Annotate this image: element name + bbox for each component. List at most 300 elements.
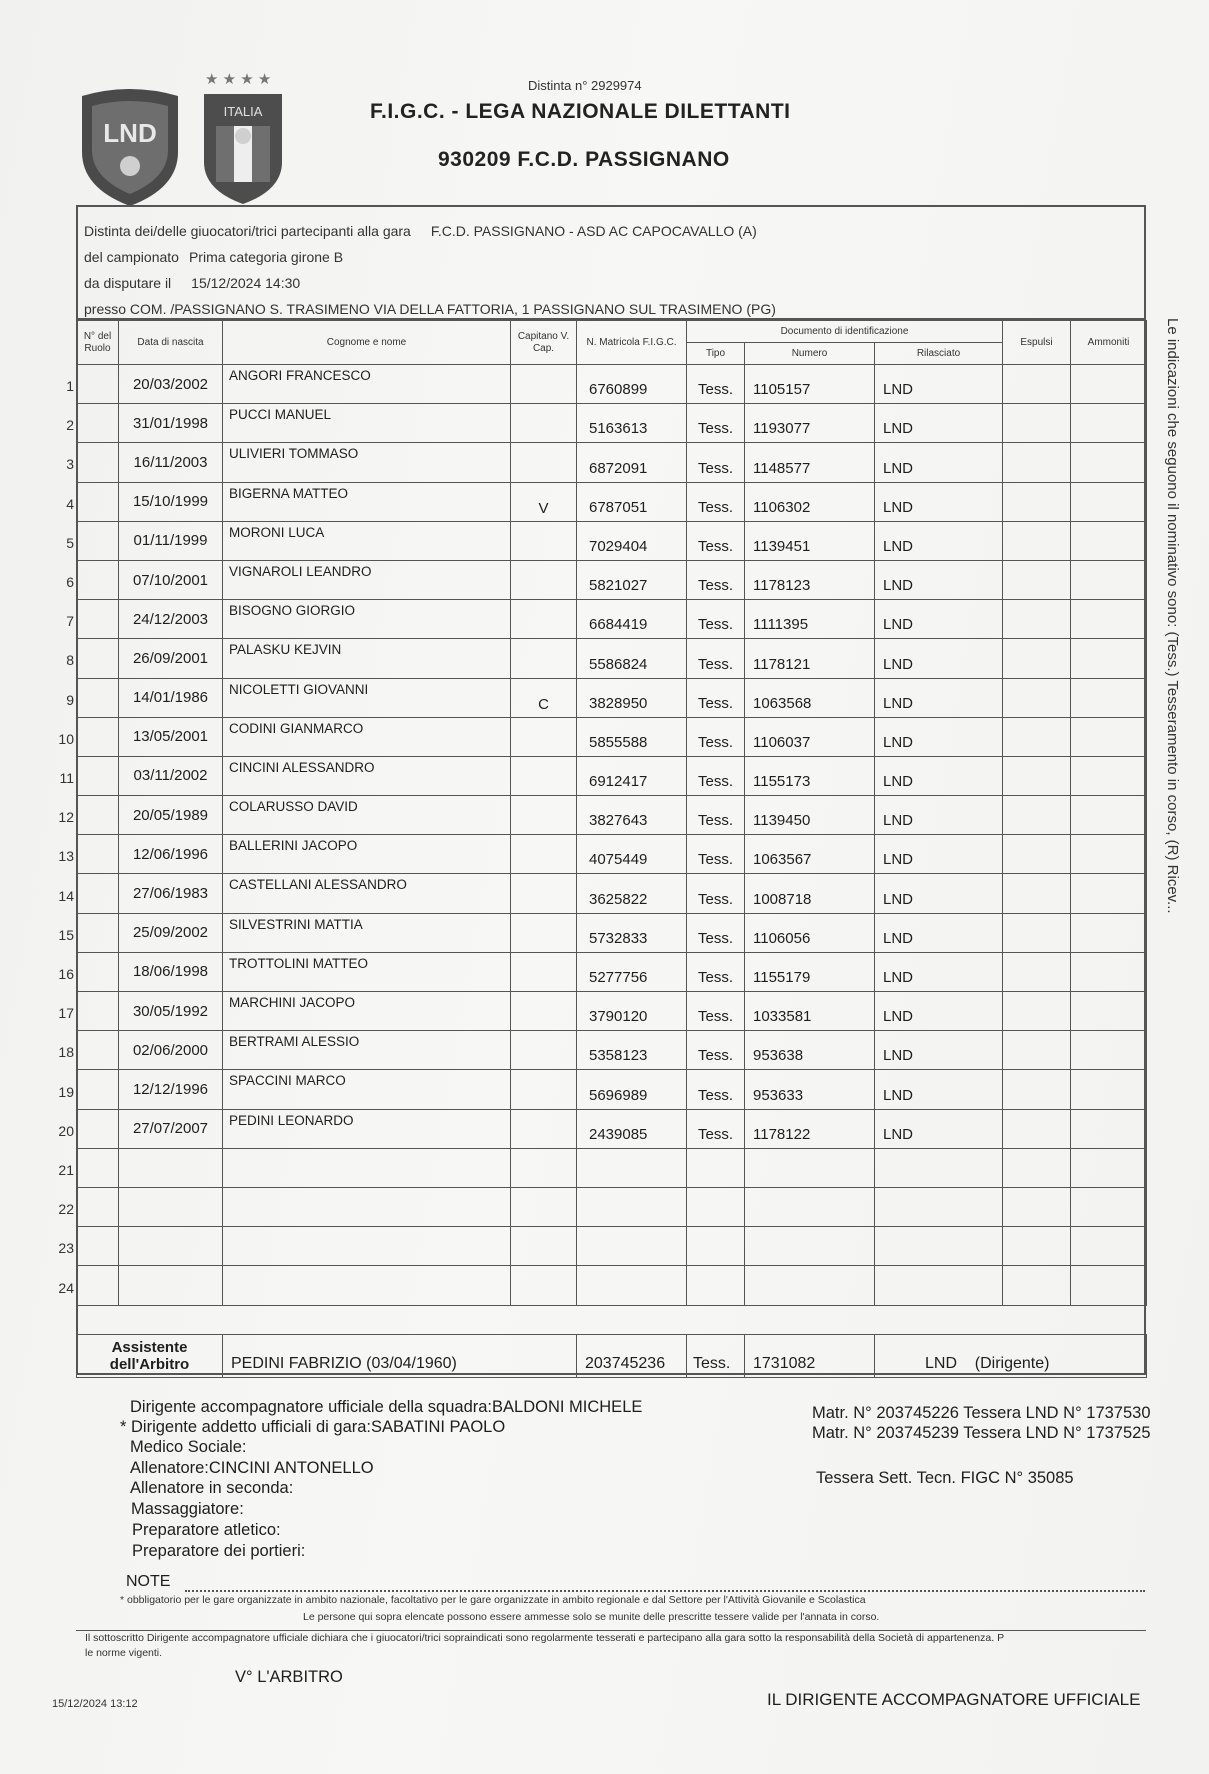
rilasciato-cell: LND bbox=[875, 678, 1003, 717]
table-row bbox=[77, 639, 1147, 678]
name-cell: SPACCINI MARCO bbox=[223, 1070, 511, 1109]
dob-cell: 15/10/1999 bbox=[119, 482, 223, 521]
captain-cell bbox=[511, 952, 577, 991]
table-row bbox=[77, 521, 1147, 560]
date-label: da disputare il bbox=[84, 275, 172, 291]
col-tipo: Tipo bbox=[687, 343, 745, 365]
name-cell: BISOGNO GIORGIO bbox=[223, 600, 511, 639]
name-cell bbox=[223, 1227, 511, 1266]
numero-cell: 1178122 bbox=[745, 1109, 875, 1148]
tipo-cell: Tess. bbox=[687, 913, 745, 952]
name-cell bbox=[223, 1266, 511, 1305]
table-row bbox=[77, 952, 1147, 991]
dob-cell: 25/09/2002 bbox=[119, 913, 223, 952]
matricola-cell: 6684419 bbox=[577, 600, 687, 639]
matricola-cell: 7029404 bbox=[577, 521, 687, 560]
ammoniti-cell bbox=[1071, 1266, 1147, 1305]
matricola-cell: 5358123 bbox=[577, 1031, 687, 1070]
svg-text:LND: LND bbox=[103, 118, 157, 148]
captain-cell bbox=[511, 992, 577, 1031]
rilasciato-cell: LND bbox=[875, 717, 1003, 756]
dob-cell: 14/01/1986 bbox=[119, 678, 223, 717]
ruolo-cell bbox=[77, 717, 119, 756]
obbligatorio-note: * obbligatorio per le gare organizzate in ambito nazionale, facoltativo per le gare organizzate in ambito regionale e dal Settore per l'Attività Giovanile e Scolastica bbox=[120, 1594, 866, 1606]
dob-cell: 27/07/2007 bbox=[119, 1109, 223, 1148]
dirigente-accompagnatore: Dirigente accompagnatore ufficiale della squadra:BALDONI MICHELE bbox=[130, 1398, 643, 1416]
espulsi-cell bbox=[1003, 835, 1071, 874]
ruolo-cell bbox=[77, 756, 119, 795]
row-number: 5 bbox=[66, 534, 74, 551]
numero-cell bbox=[745, 1187, 875, 1226]
row-number: 18 bbox=[58, 1044, 74, 1061]
captain-cell bbox=[511, 796, 577, 835]
table-row bbox=[77, 443, 1147, 482]
espulsi-cell bbox=[1003, 521, 1071, 560]
matricola-cell: 3827643 bbox=[577, 796, 687, 835]
ammoniti-cell bbox=[1071, 600, 1147, 639]
col-document: Documento di identificazione bbox=[687, 321, 1003, 343]
row-number: 1 bbox=[66, 378, 74, 394]
col-matricola: N. Matricola F.I.G.C. bbox=[577, 321, 687, 365]
venue-value: COM. /PASSIGNANO S. TRASIMENO VIA DELLA FATTORIA, 1 PASSIGNANO SUL TRASIMENO (PG) bbox=[129, 301, 776, 317]
espulsi-cell bbox=[1003, 1266, 1071, 1305]
numero-cell: 1106056 bbox=[745, 913, 875, 952]
tipo-cell: Tess. bbox=[687, 521, 745, 560]
ruolo-cell bbox=[77, 678, 119, 717]
ammoniti-cell bbox=[1071, 756, 1147, 795]
name-cell: NICOLETTI GIOVANNI bbox=[223, 678, 511, 717]
matricola-cell: 5696989 bbox=[577, 1070, 687, 1109]
numero-cell: 1178123 bbox=[745, 560, 875, 599]
ruolo-cell bbox=[77, 521, 119, 560]
espulsi-cell bbox=[1003, 443, 1071, 482]
matricola-cell bbox=[577, 1148, 687, 1187]
ammoniti-cell bbox=[1071, 404, 1147, 443]
table-row bbox=[77, 1187, 1147, 1226]
rilasciato-cell: LND bbox=[875, 639, 1003, 678]
matricola-cell bbox=[577, 1227, 687, 1266]
captain-cell bbox=[511, 1187, 577, 1226]
table-row bbox=[77, 560, 1147, 599]
row-number: 14 bbox=[58, 887, 74, 904]
logo-stars: ★ ★ ★ ★ bbox=[205, 71, 272, 88]
espulsi-cell bbox=[1003, 796, 1071, 835]
dob-cell: 20/05/1989 bbox=[119, 796, 223, 835]
tipo-cell: Tess. bbox=[687, 404, 745, 443]
matricola-cell: 6912417 bbox=[577, 756, 687, 795]
numero-cell: 1193077 bbox=[745, 404, 875, 443]
numero-cell: 1155179 bbox=[745, 952, 875, 991]
row-number: 19 bbox=[58, 1083, 74, 1100]
rilasciato-cell: LND bbox=[875, 365, 1003, 404]
row-number: 6 bbox=[66, 574, 74, 590]
players-table bbox=[76, 320, 1147, 1306]
captain-cell bbox=[511, 639, 577, 678]
col-name: Cognome e nome bbox=[223, 321, 511, 365]
table-row bbox=[77, 756, 1147, 795]
rilasciato-cell: LND bbox=[875, 521, 1003, 560]
rilasciato-cell: LND bbox=[875, 913, 1003, 952]
allenatore: Allenatore:CINCINI ANTONELLO bbox=[130, 1459, 374, 1477]
captain-cell bbox=[511, 560, 577, 599]
tipo-cell: Tess. bbox=[687, 874, 745, 913]
matricola-cell: 5586824 bbox=[577, 639, 687, 678]
tipo-cell: Tess. bbox=[687, 639, 745, 678]
table-row bbox=[77, 796, 1147, 835]
ruolo-cell bbox=[77, 952, 119, 991]
dirigente-signature-label: IL DIRIGENTE ACCOMPAGNATORE UFFICIALE bbox=[767, 1690, 1141, 1709]
matricola-cell: 5821027 bbox=[577, 560, 687, 599]
numero-cell: 1063568 bbox=[745, 678, 875, 717]
dob-cell: 30/05/1992 bbox=[119, 992, 223, 1031]
matricola-cell bbox=[577, 1187, 687, 1226]
assistant-name: PEDINI FABRIZIO (03/04/1960) bbox=[223, 1335, 577, 1378]
captain-cell bbox=[511, 521, 577, 560]
name-cell: ANGORI FRANCESCO bbox=[223, 365, 511, 404]
dob-cell: 02/06/2000 bbox=[119, 1031, 223, 1070]
tipo-cell: Tess. bbox=[687, 365, 745, 404]
venue-label: presso bbox=[84, 301, 127, 317]
assistant-rilasciato: LND (Dirigente) bbox=[875, 1335, 1147, 1378]
captain-cell bbox=[511, 717, 577, 756]
matricola-cell: 5277756 bbox=[577, 952, 687, 991]
row-number: 20 bbox=[58, 1122, 74, 1139]
distinta-number: Distinta n° 2929974 bbox=[528, 78, 642, 93]
assistant-label-line2: dell'Arbitro bbox=[109, 1356, 190, 1373]
tipo-cell: Tess. bbox=[687, 756, 745, 795]
dob-cell: 07/10/2001 bbox=[119, 560, 223, 599]
tipo-cell: Tess. bbox=[687, 1109, 745, 1148]
name-cell: ULIVIERI TOMMASO bbox=[223, 443, 511, 482]
ruolo-cell bbox=[77, 1070, 119, 1109]
ruolo-cell bbox=[77, 835, 119, 874]
numero-cell: 953638 bbox=[745, 1031, 875, 1070]
dob-cell bbox=[119, 1266, 223, 1305]
ammoniti-cell bbox=[1071, 443, 1147, 482]
table-row bbox=[77, 1070, 1147, 1109]
row-number: 3 bbox=[66, 456, 74, 473]
matricola-cell: 3790120 bbox=[577, 992, 687, 1031]
tipo-cell: Tess. bbox=[687, 717, 745, 756]
ammoniti-cell bbox=[1071, 717, 1147, 756]
tipo-cell: Tess. bbox=[687, 796, 745, 835]
espulsi-cell bbox=[1003, 717, 1071, 756]
numero-cell: 1155173 bbox=[745, 756, 875, 795]
row-number: 9 bbox=[66, 691, 74, 708]
name-cell: PALASKU KEJVIN bbox=[223, 639, 511, 678]
table-row bbox=[77, 717, 1147, 756]
tipo-cell: Tess. bbox=[687, 1070, 745, 1109]
ammoniti-cell bbox=[1071, 913, 1147, 952]
captain-cell bbox=[511, 835, 577, 874]
tipo-cell: Tess. bbox=[687, 678, 745, 717]
match-intro-label: Distinta dei/delle giuocatori/trici partecipanti alla gara bbox=[84, 223, 411, 239]
table-row bbox=[77, 992, 1147, 1031]
captain-cell bbox=[511, 1070, 577, 1109]
tipo-cell: Tess. bbox=[687, 482, 745, 521]
captain-cell bbox=[511, 1109, 577, 1148]
date-value: 15/12/2024 14:30 bbox=[191, 275, 301, 291]
massaggiatore: Massaggiatore: bbox=[131, 1500, 244, 1518]
arbitro-signature-label: V° L'ARBITRO bbox=[235, 1668, 343, 1686]
tipo-cell bbox=[687, 1266, 745, 1305]
rilasciato-cell: LND bbox=[875, 756, 1003, 795]
table-row bbox=[77, 835, 1147, 874]
ruolo-cell bbox=[77, 796, 119, 835]
side-legend: Le indicazioni che seguono il nominativo sono: (Tess.) Tesseramento in corso, (R) Ricev... bbox=[1164, 318, 1181, 914]
dob-cell: 24/12/2003 bbox=[119, 600, 223, 639]
assistant-matricola: 203745236 bbox=[577, 1335, 687, 1378]
espulsi-cell bbox=[1003, 1187, 1071, 1226]
captain-cell bbox=[511, 1227, 577, 1266]
ammoniti-cell bbox=[1071, 1187, 1147, 1226]
espulsi-cell bbox=[1003, 560, 1071, 599]
ammoniti-cell bbox=[1071, 365, 1147, 404]
dob-cell: 03/11/2002 bbox=[119, 756, 223, 795]
ammoniti-cell bbox=[1071, 874, 1147, 913]
numero-cell: 953633 bbox=[745, 1070, 875, 1109]
ammoniti-cell bbox=[1071, 1148, 1147, 1187]
tessera-tecnico: Tessera Sett. Tecn. FIGC N° 35085 bbox=[816, 1469, 1074, 1487]
venue-line bbox=[84, 301, 776, 317]
dirigente-addetto: * Dirigente addetto ufficiali di gara:SABATINI PAOLO bbox=[120, 1418, 506, 1436]
rilasciato-cell bbox=[875, 1227, 1003, 1266]
tipo-cell bbox=[687, 1148, 745, 1187]
table-row bbox=[77, 600, 1147, 639]
rilasciato-cell: LND bbox=[875, 1070, 1003, 1109]
table-row bbox=[77, 365, 1147, 404]
rilasciato-cell: LND bbox=[875, 874, 1003, 913]
row-number: 10 bbox=[58, 730, 74, 747]
dob-cell: 01/11/1999 bbox=[119, 521, 223, 560]
espulsi-cell bbox=[1003, 1227, 1071, 1266]
ruolo-cell bbox=[77, 1109, 119, 1148]
numero-cell: 1111395 bbox=[745, 600, 875, 639]
date-line bbox=[84, 275, 300, 291]
table-row bbox=[77, 1109, 1147, 1148]
espulsi-cell bbox=[1003, 482, 1071, 521]
footer-divider bbox=[76, 1630, 1146, 1631]
championship-value: Prima categoria girone B bbox=[188, 249, 344, 265]
col-numero: Numero bbox=[745, 343, 875, 365]
dob-cell: 27/06/1983 bbox=[119, 874, 223, 913]
captain-cell bbox=[511, 1266, 577, 1305]
col-ammoniti: Ammoniti bbox=[1071, 321, 1147, 365]
name-cell: PEDINI LEONARDO bbox=[223, 1109, 511, 1148]
tipo-cell bbox=[687, 1227, 745, 1266]
table-row bbox=[77, 1227, 1147, 1266]
assistant-row bbox=[76, 1334, 1147, 1378]
dob-cell bbox=[119, 1227, 223, 1266]
row-number: 12 bbox=[58, 809, 74, 826]
norme-note: le norme vigenti. bbox=[85, 1647, 163, 1659]
captain-cell bbox=[511, 1148, 577, 1187]
numero-cell bbox=[745, 1148, 875, 1187]
col-captain: Capitano V. Cap. bbox=[511, 321, 577, 365]
row-number: 24 bbox=[58, 1279, 74, 1296]
ruolo-cell bbox=[77, 443, 119, 482]
dob-cell: 16/11/2003 bbox=[119, 443, 223, 482]
ruolo-cell bbox=[77, 404, 119, 443]
espulsi-cell bbox=[1003, 1031, 1071, 1070]
numero-cell: 1106037 bbox=[745, 717, 875, 756]
match-teams: F.C.D. PASSIGNANO - ASD AC CAPOCAVALLO (A) bbox=[430, 223, 757, 239]
name-cell: PUCCI MANUEL bbox=[223, 404, 511, 443]
name-cell: TROTTOLINI MATTEO bbox=[223, 952, 511, 991]
match-info bbox=[76, 205, 1146, 320]
row-number: 23 bbox=[58, 1240, 74, 1257]
ruolo-cell bbox=[77, 600, 119, 639]
matricola-cell: 6872091 bbox=[577, 443, 687, 482]
espulsi-cell bbox=[1003, 1070, 1071, 1109]
row-number: 2 bbox=[66, 417, 74, 434]
rilasciato-cell: LND bbox=[875, 443, 1003, 482]
ruolo-cell bbox=[77, 560, 119, 599]
tipo-cell: Tess. bbox=[687, 1031, 745, 1070]
ruolo-cell bbox=[77, 1031, 119, 1070]
row-number: 15 bbox=[58, 926, 74, 943]
dob-cell: 12/12/1996 bbox=[119, 1070, 223, 1109]
name-cell bbox=[223, 1187, 511, 1226]
tipo-cell: Tess. bbox=[687, 835, 745, 874]
name-cell: MARCHINI JACOPO bbox=[223, 992, 511, 1031]
dob-cell bbox=[119, 1187, 223, 1226]
numero-cell: 1139451 bbox=[745, 521, 875, 560]
espulsi-cell bbox=[1003, 1148, 1071, 1187]
dob-cell: 13/05/2001 bbox=[119, 717, 223, 756]
espulsi-cell bbox=[1003, 874, 1071, 913]
row-number: 13 bbox=[58, 848, 74, 865]
numero-cell: 1148577 bbox=[745, 443, 875, 482]
ammoniti-cell bbox=[1071, 482, 1147, 521]
captain-cell bbox=[511, 874, 577, 913]
espulsi-cell bbox=[1003, 992, 1071, 1031]
row-number: 22 bbox=[58, 1201, 74, 1218]
row-number: 11 bbox=[59, 770, 74, 786]
col-rilasciato: Rilasciato bbox=[875, 343, 1003, 365]
rilasciato-cell bbox=[875, 1266, 1003, 1305]
championship-line bbox=[84, 249, 343, 265]
ruolo-cell bbox=[77, 913, 119, 952]
col-espulsi: Espulsi bbox=[1003, 321, 1071, 365]
row-number: 16 bbox=[58, 966, 74, 982]
matricola-cell: 4075449 bbox=[577, 835, 687, 874]
ruolo-cell bbox=[77, 1187, 119, 1226]
table-row bbox=[77, 913, 1147, 952]
dob-cell: 26/09/2001 bbox=[119, 639, 223, 678]
ammoniti-cell bbox=[1071, 639, 1147, 678]
match-line bbox=[84, 223, 757, 239]
matricola-cell: 6760899 bbox=[577, 365, 687, 404]
ammoniti-cell bbox=[1071, 1031, 1147, 1070]
espulsi-cell bbox=[1003, 404, 1071, 443]
matricola-cell bbox=[577, 1266, 687, 1305]
print-timestamp: 15/12/2024 13:12 bbox=[52, 1698, 138, 1710]
numero-cell bbox=[745, 1266, 875, 1305]
dob-cell bbox=[119, 1148, 223, 1187]
persone-note: Le persone qui sopra elencate possono essere ammesse solo se munite delle prescritte tessere valide per l'annata in corso. bbox=[303, 1611, 880, 1623]
numero-cell bbox=[745, 1227, 875, 1266]
captain-cell bbox=[511, 756, 577, 795]
rilasciato-cell: LND bbox=[875, 600, 1003, 639]
ruolo-cell bbox=[77, 1227, 119, 1266]
club-title: 930209 F.C.D. PASSIGNANO bbox=[438, 148, 730, 171]
row-number: 7 bbox=[66, 613, 74, 630]
captain-cell bbox=[511, 600, 577, 639]
rilasciato-cell: LND bbox=[875, 1109, 1003, 1148]
captain-cell bbox=[511, 913, 577, 952]
row-number: 21 bbox=[58, 1162, 74, 1178]
matricola-cell: 2439085 bbox=[577, 1109, 687, 1148]
tipo-cell: Tess. bbox=[687, 992, 745, 1031]
numero-cell: 1106302 bbox=[745, 482, 875, 521]
row-number: 4 bbox=[66, 495, 74, 512]
ammoniti-cell bbox=[1071, 796, 1147, 835]
espulsi-cell bbox=[1003, 952, 1071, 991]
ammoniti-cell bbox=[1071, 952, 1147, 991]
captain-cell: C bbox=[511, 678, 577, 717]
captain-cell bbox=[511, 1031, 577, 1070]
name-cell: SILVESTRINI MATTIA bbox=[223, 913, 511, 952]
numero-cell: 1105157 bbox=[745, 365, 875, 404]
ruolo-cell bbox=[77, 1148, 119, 1187]
rilasciato-cell: LND bbox=[875, 952, 1003, 991]
col-ruolo: N° del Ruolo bbox=[77, 321, 119, 365]
matricola-cell: 5163613 bbox=[577, 404, 687, 443]
ammoniti-cell bbox=[1071, 1109, 1147, 1148]
allenatore-seconda: Allenatore in seconda: bbox=[130, 1479, 294, 1497]
championship-label: del campionato bbox=[84, 249, 179, 265]
ammoniti-cell bbox=[1071, 521, 1147, 560]
table-row bbox=[77, 678, 1147, 717]
ammoniti-cell bbox=[1071, 835, 1147, 874]
matr-dirigente-2: Matr. N° 203745239 Tessera LND N° 1737525 bbox=[812, 1424, 1151, 1442]
lnd-logo bbox=[78, 86, 182, 208]
ruolo-cell bbox=[77, 482, 119, 521]
espulsi-cell bbox=[1003, 756, 1071, 795]
assistant-numero: 1731082 bbox=[745, 1335, 875, 1378]
name-cell: MORONI LUCA bbox=[223, 521, 511, 560]
espulsi-cell bbox=[1003, 913, 1071, 952]
captain-cell bbox=[511, 443, 577, 482]
ammoniti-cell bbox=[1071, 992, 1147, 1031]
tipo-cell: Tess. bbox=[687, 560, 745, 599]
table-row bbox=[77, 1031, 1147, 1070]
rilasciato-cell: LND bbox=[875, 560, 1003, 599]
captain-cell bbox=[511, 404, 577, 443]
tipo-cell: Tess. bbox=[687, 443, 745, 482]
ruolo-cell bbox=[77, 992, 119, 1031]
name-cell: BERTRAMI ALESSIO bbox=[223, 1031, 511, 1070]
numero-cell: 1178121 bbox=[745, 639, 875, 678]
table-row bbox=[77, 1266, 1147, 1305]
dob-cell: 31/01/1998 bbox=[119, 404, 223, 443]
dob-cell: 20/03/2002 bbox=[119, 365, 223, 404]
ruolo-cell bbox=[77, 1266, 119, 1305]
medico-sociale: Medico Sociale: bbox=[130, 1438, 247, 1456]
ruolo-cell bbox=[77, 639, 119, 678]
rilasciato-cell: LND bbox=[875, 992, 1003, 1031]
assistant-tipo: Tess. bbox=[687, 1335, 745, 1378]
name-cell: VIGNAROLI LEANDRO bbox=[223, 560, 511, 599]
ammoniti-cell bbox=[1071, 1227, 1147, 1266]
name-cell: COLARUSSO DAVID bbox=[223, 796, 511, 835]
name-cell: CINCINI ALESSANDRO bbox=[223, 756, 511, 795]
rilasciato-cell bbox=[875, 1187, 1003, 1226]
federation-title: F.I.G.C. - LEGA NAZIONALE DILETTANTI bbox=[370, 100, 791, 123]
numero-cell: 1033581 bbox=[745, 992, 875, 1031]
rilasciato-cell bbox=[875, 1148, 1003, 1187]
